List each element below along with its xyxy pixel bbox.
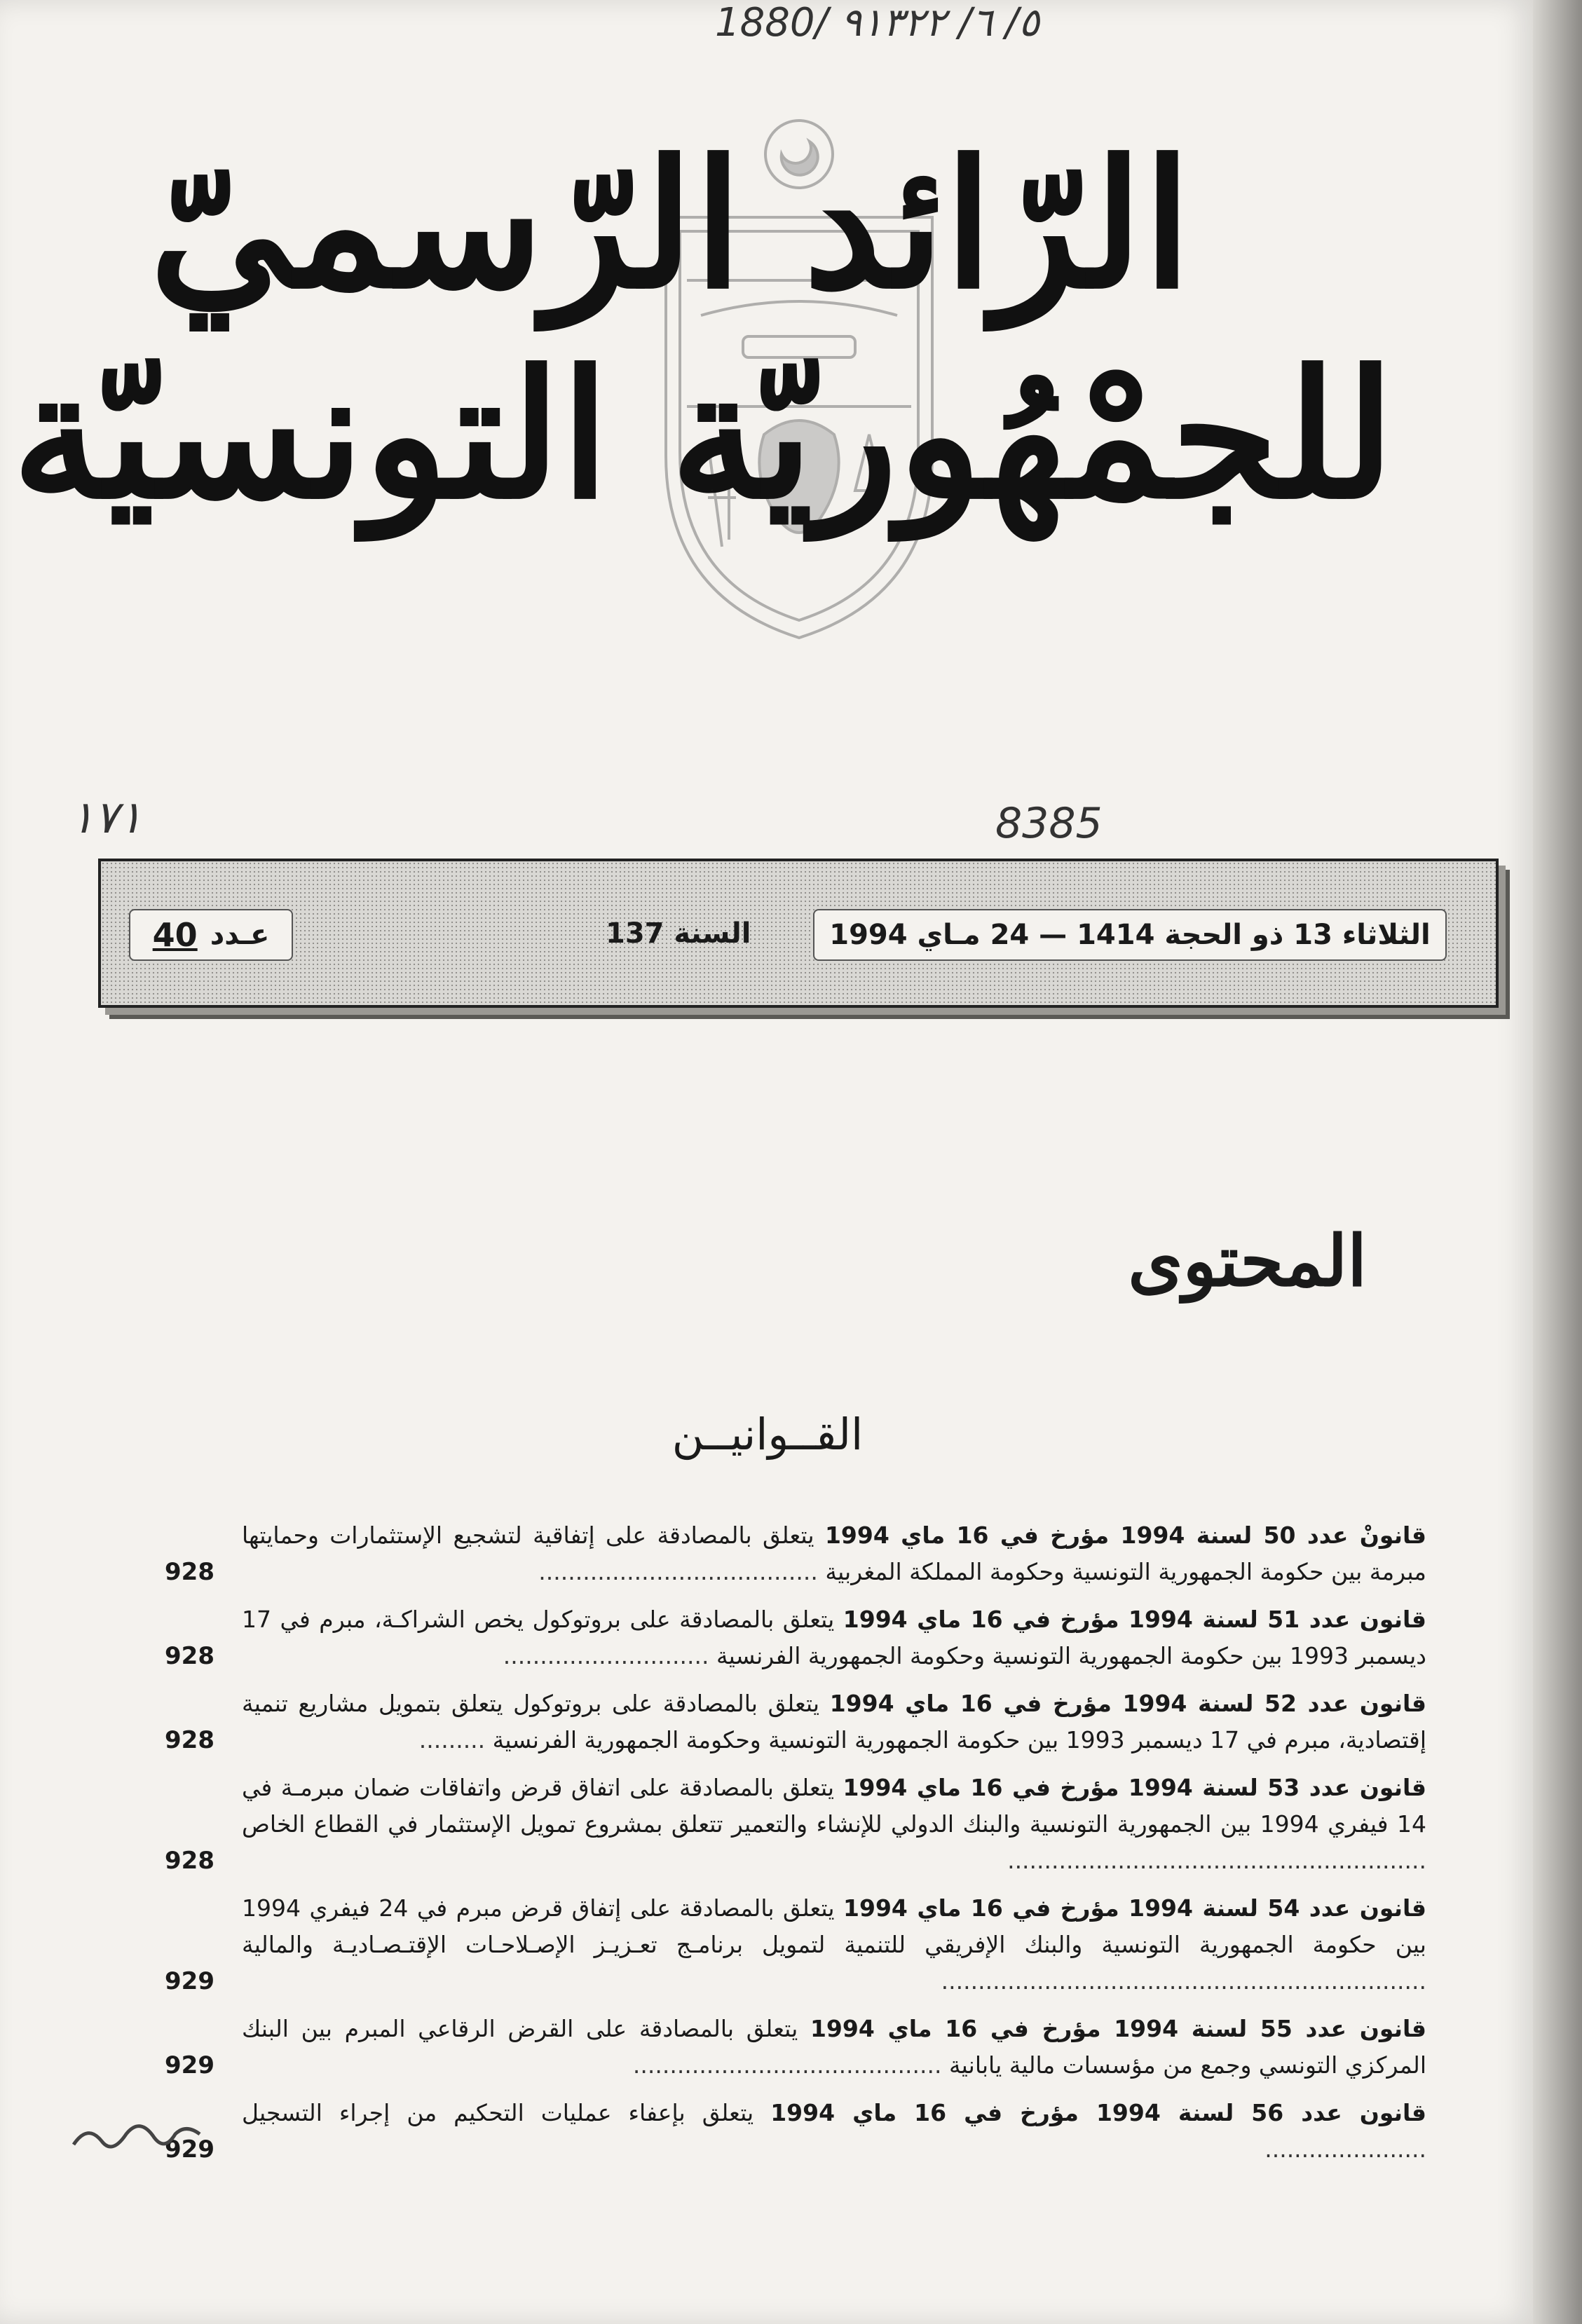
toc-entry[interactable] xyxy=(165,2011,1426,2084)
issue-year: السنة 137 xyxy=(606,917,751,950)
toc-entry-head: قانون عدد 54 لسنة 1994 مؤرخ في 16 ماي 1994 xyxy=(843,1894,1427,1922)
toc-page-number: 928 xyxy=(165,1558,214,1586)
toc-dots: .................................................................. xyxy=(941,1967,1426,1995)
contents-title: المحتوى xyxy=(1128,1219,1367,1302)
handwritten-margin-number: ١٧١ xyxy=(70,792,143,844)
toc-entry[interactable] xyxy=(165,1686,1426,1758)
section-title-laws: القــوانيــن xyxy=(671,1409,864,1460)
handwritten-stamp-number: 8385 xyxy=(995,799,1103,848)
toc-entry[interactable] xyxy=(165,1601,1426,1674)
toc-page-number: 928 xyxy=(165,1642,214,1670)
toc-page-number: 928 xyxy=(165,1847,214,1875)
toc-dots: ......................................................... xyxy=(1007,1847,1426,1874)
handwritten-top-note: 1880/ ٥/ ٦/ ٩١٣٢٢ xyxy=(715,0,1040,46)
toc-dots: ...................... xyxy=(1264,2135,1426,2163)
issue-number-label: عـدد xyxy=(210,919,270,951)
masthead-line-2: للجمْهُوريّة التونسيّة xyxy=(12,331,1395,538)
toc-entry-body: يتعلق بالمصادقة على اتفاق قرض واتفاقات ضمان مبرمـة في 14 فيفري 1994 بين الجمهورية التونسية والبنك الدولي للإنشاء والتعمير تتعلق بمشروع تمويل الإستثمار في القطاع الخاص xyxy=(242,1774,1427,1838)
toc-dots: ......... xyxy=(418,1726,486,1754)
issue-number-value: 40 xyxy=(152,916,198,954)
toc-entry-body: يتعلق بالمصادقة على بروتوكول يتعلق بتمويل مشاريع تنمية إقتصادية، مبرم في 17 ديسمبر 1993 بين حكومة الجمهورية التونسية وحكومة الجمهورية الفرنسية xyxy=(242,1690,1426,1754)
toc-entry-head: قانون عدد 52 لسنة 1994 مؤرخ في 16 ماي 1994 xyxy=(829,1690,1426,1717)
issue-date: الثلاثاء 13 ذو الحجة 1414 — 24 مـاي 1994 xyxy=(813,909,1447,961)
toc-entry-body: يتعلق بإعفاء عمليات التحكيم من إجراء التسجيل xyxy=(242,2099,754,2126)
toc-entry-body: يتعلق بالمصادقة على القرض الرقاعي المبرم بين البنك المركزي التونسي وجمع من مؤسسات مالية يابانية xyxy=(242,2015,1426,2079)
toc-entry-body: يتعلق بالمصادقة على إتفاقية لتشجيع الإستثمارات وحمايتها مبرمة بين حكومة الجمهورية التونسية وحكومة المملكة المغربية xyxy=(242,1522,1426,1585)
toc-entry[interactable] xyxy=(165,1517,1426,1590)
page-edge-shadow xyxy=(1533,0,1582,2324)
toc-page-number: 929 xyxy=(165,2051,214,2079)
toc-page-number: 928 xyxy=(165,1726,214,1754)
issue-info-box xyxy=(98,859,1499,1008)
table-of-contents xyxy=(165,1517,1426,2179)
toc-dots: ...................................... xyxy=(538,1558,818,1585)
issue-number xyxy=(129,909,293,961)
toc-dots: ............................ xyxy=(503,1642,709,1669)
toc-page-number: 929 xyxy=(165,1967,214,1995)
toc-entry-head: قانون عدد 55 لسنة 1994 مؤرخ في 16 ماي 1994 xyxy=(810,2015,1426,2042)
toc-entry-head: قانون عدد 56 لسنة 1994 مؤرخ في 16 ماي 1994 xyxy=(770,2099,1426,2126)
toc-entry[interactable] xyxy=(165,2095,1426,2168)
toc-entry-head: قانونْ عدد 50 لسنة 1994 مؤرخ في 16 ماي 1994 xyxy=(824,1522,1427,1549)
toc-entry-head: قانون عدد 51 لسنة 1994 مؤرخ في 16 ماي 1994 xyxy=(843,1606,1426,1633)
toc-entry[interactable] xyxy=(165,1890,1426,2000)
masthead-line-1: الرّائد الرّسميّ xyxy=(149,121,1192,327)
toc-entry-body: يتعلق بالمصادقة على إتفاق قرض مبرم في 24 فيفري 1994 بين حكومة الجمهورية التونسية والبنك الإفريقي للتنمية لتمويل برنامـج تعـزيـز الإصـلاحـات الإقتـصـاديـة والمالية xyxy=(242,1894,1426,1958)
ink-scribble-icon xyxy=(70,2117,203,2159)
toc-entry-body: يتعلق بالمصادقة على بروتوكول يخص الشراكـة، مبرم في 17 ديسمبر 1993 بين حكومة الجمهورية التونسية وحكومة الجمهورية الفرنسية xyxy=(242,1606,1426,1669)
toc-page-number: 929 xyxy=(165,2135,214,2164)
toc-dots: .......................................... xyxy=(632,2051,942,2079)
toc-entry[interactable] xyxy=(165,1770,1426,1879)
toc-entry-head: قانون عدد 53 لسنة 1994 مؤرخ في 16 ماي 1994 xyxy=(843,1774,1427,1801)
